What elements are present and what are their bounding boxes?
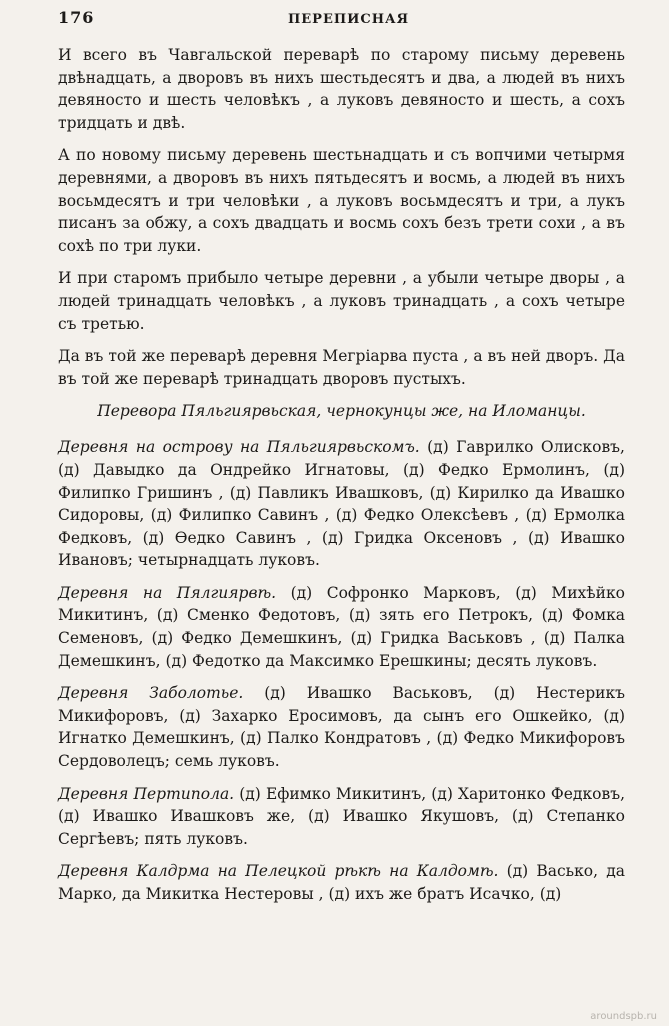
entry-4-name: Деревня Пертипола. <box>58 784 235 803</box>
entry-4-text: (д) Ефимко Микитинъ, (д) Харитонко Федковъ, (д) Ивашко Ивашковъ же, (д) Ивашко Якушовъ, (д) Степанко Сергѣевъ; пять луковъ. <box>58 784 625 848</box>
watermark: aroundspb.ru <box>590 1011 657 1022</box>
entry-1-name: Деревня на острову на Пяльгиярвьскомъ. <box>58 438 420 457</box>
entry-3-name: Деревня Заболотье. <box>58 684 244 703</box>
entry-4 <box>58 783 625 851</box>
running-title: ПЕРЕПИСНАЯ <box>288 12 410 27</box>
entry-2-name: Деревня на Пялгиярвѣ. <box>58 583 277 602</box>
entry-3-text: (д) Ивашко Васьковъ, (д) Нестерикъ Микифоровъ, (д) Захарко Еросимовъ, да сынъ его Ошкейко, (д) Игнатко Демешкинъ, (д) Палко Кондратовъ , (д) Федко Микифоровъ Сердоволецъ; семь луковъ. <box>58 684 625 771</box>
entry-2-text: (д) Софронко Марковъ, (д) Михѣйко Микитинъ, (д) Сменко Федотовъ, (д) зять его Петрокъ, (д) Фомка Семеновъ, (д) Федко Демешкинъ, (д) Гридка Васьковъ , (д) Палка Демешкинъ, (д) Федотко да Максимко Ерешкины; десять луковъ. <box>58 583 625 670</box>
entry-1 <box>58 436 625 572</box>
running-header <box>58 8 625 32</box>
body-text <box>58 44 625 906</box>
paragraph-2: А по новому письму деревень шестьнадцать и съ вопчими четырмя деревнями, а дворовъ въ нихъ пятьдесятъ и восмь, а людей въ нихъ восьмдесятъ и три человѣки , а луковъ восьмдесятъ и три, а лукъ писанъ за обжу, а сохъ двадцать и восмь сохъ безъ трети сохи , а въ сохѣ по три луки. <box>58 146 625 255</box>
paragraph-3: И при старомъ прибыло четыре деревни , а убыли четыре дворы , а людей тринадцать человѣкъ , а луковъ тринадцать , а сохъ четыре съ третью. <box>58 269 625 333</box>
entry-1-text: (д) Гаврилко Олисковъ, (д) Давыдко да Ондрейко Игнатовы, (д) Федко Ермолинъ, (д) Филипко Гришинъ , (д) Павликъ Ивашковъ, (д) Кирилко да Ивашко Сидоровы, (д) Филипко Савинъ , (д) Федко Олексѣевъ , (д) Ермолка Федковъ, (д) Ѳедко Савинъ , (д) Гридка Оксеновъ , (д) Ивашко Ивановъ; четырнадцать луковъ. <box>58 438 625 570</box>
entry-3 <box>58 682 625 772</box>
entry-5-text: (д) Васько, да Марко, да Микитка Нестеровы , (д) ихъ же братъ Исачко, (д) <box>58 862 625 903</box>
paragraph-4: Да въ той же переварѣ деревня Мегрiарва пуста , а въ ней дворъ. Да въ той же переварѣ тринадцать дворовъ пустыхъ. <box>58 347 625 388</box>
page-number: 176 <box>58 8 95 27</box>
paragraph-1: И всего въ Чавгальской переварѣ по старому письму деревень двѣнадцать, а дворовъ въ нихъ шестьдесятъ и два, а людей въ нихъ девяносто и шесть человѣкъ , а луковъ девяносто и шесть, а сохъ тридцать и двѣ. <box>58 46 625 132</box>
entry-2 <box>58 582 625 672</box>
entry-5 <box>58 860 625 905</box>
section-heading: Перевора Пяльгиярвьская, чернокунцы же, на Иломанцы. <box>97 402 586 421</box>
entry-5-name: Деревня Калдрма на Пелецкой рѣкѣ на Калдомѣ. <box>58 862 499 881</box>
